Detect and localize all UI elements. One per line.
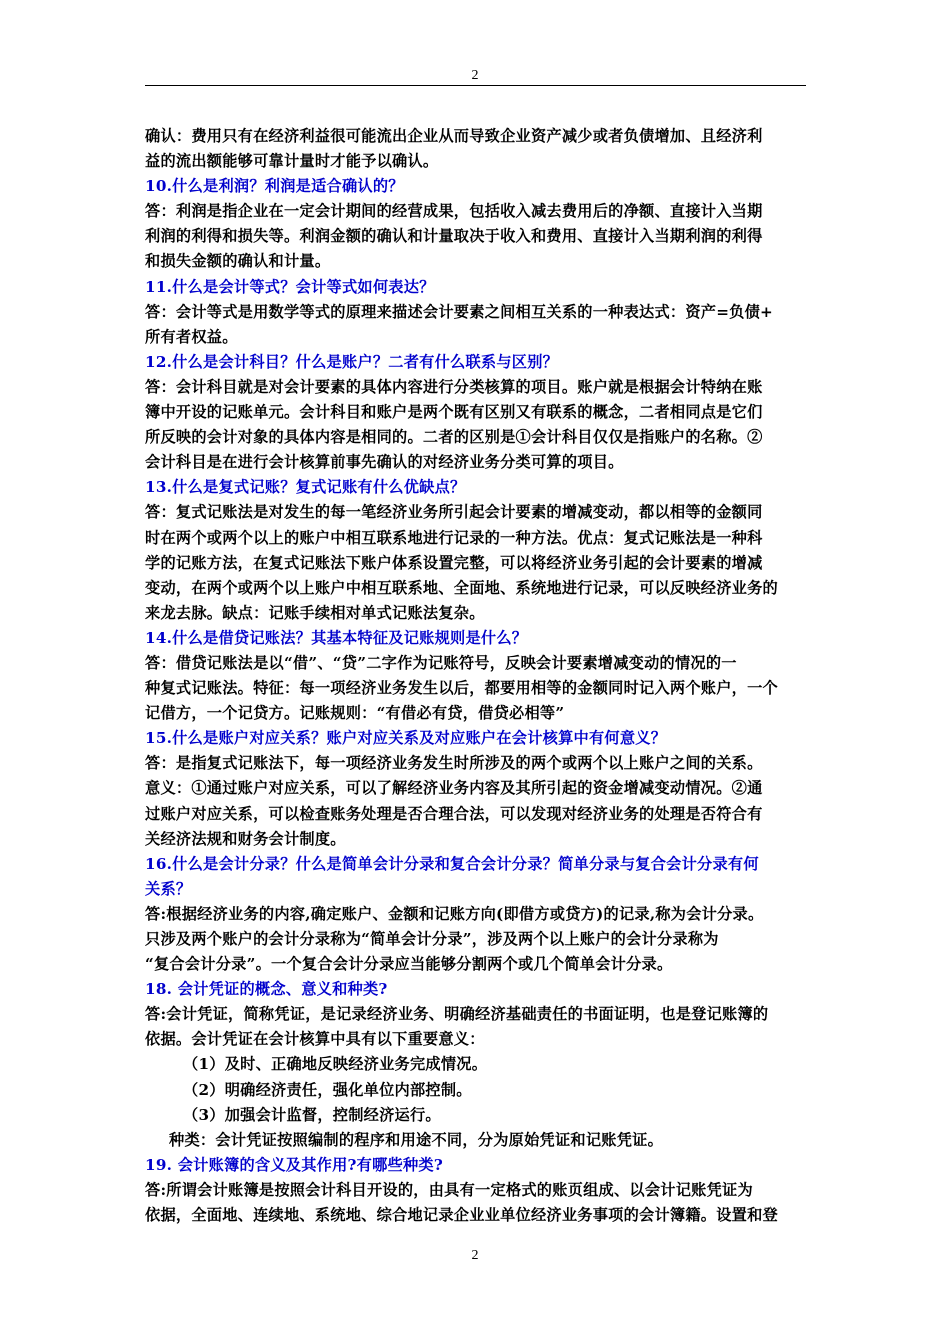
answer-line: 会计科目是在进行会计核算前事先确认的对经济业务分类可算的项目。 — [145, 453, 624, 472]
question-line: 11.什么是会计等式？会计等式如何表达？ — [145, 277, 435, 296]
answer-line: 所反映的会计对象的具体内容是相同的。二者的区别是①会计科目仅仅是指账户的名称。② — [145, 428, 763, 447]
answer-line: （2）明确经济责任，强化单位内部控制。 — [183, 1080, 472, 1099]
answer-line: 益的流出额能够可靠计量时才能予以确认。 — [145, 152, 439, 171]
answer-line: 和损失金额的确认和计量。 — [145, 252, 331, 271]
answer-line: （3）加强会计监督，控制经济运行。 — [183, 1105, 441, 1124]
answer-line: 来龙去脉。缺点：记账手续相对单式记账法复杂。 — [145, 603, 485, 622]
question-line: 16.什么是会计分录？什么是简单会计分录和复合会计分录？简单分录与复合会计分录有何 — [145, 854, 759, 873]
question-line: 19. 会计账簿的含义及其作用?有哪些种类? — [145, 1155, 444, 1174]
answer-line: “复合会计分录”。一个复合会计分录应当能够分割两个或几个简单会计分录。 — [145, 955, 673, 974]
answer-line: 过账户对应关系，可以检查账务处理是否合理合法，可以发现对经济业务的处理是否符合有 — [145, 804, 763, 823]
page-number-bottom: 2 — [471, 1248, 479, 1263]
answer-line: 答：利润是指企业在一定会计期间的经营成果，包括收入减去费用后的净额、直接计入当期 — [145, 202, 763, 221]
answer-line: 时在两个或两个以上的账户中相互联系地进行记录的一种方法。优点：复式记账法是一种科 — [145, 528, 763, 547]
answer-line: 答：会计等式是用数学等式的原理来描述会计要素之间相互关系的一种表达式：资产=负债+ — [145, 302, 774, 321]
question-line: 13.什么是复式记账？复式记账有什么优缺点？ — [145, 478, 466, 497]
question-line: 12.什么是会计科目？什么是账户？二者有什么联系与区别？ — [145, 352, 559, 371]
answer-line: 依据，全面地、连续地、系统地、综合地记录企业业单位经济业务事项的会计簿籍。设置和登 — [145, 1206, 778, 1225]
answer-line: 答:根据经济业务的内容,确定账户、金额和记账方向(即借方或贷方)的记录,称为会计分录。 — [145, 904, 764, 923]
answer-line: 利润的利得和损失等。利润金额的确认和计量取决于收入和费用、直接计入当期利润的利得 — [145, 227, 763, 246]
answer-line: 所有者权益。 — [145, 327, 238, 346]
answer-line: 只涉及两个账户的会计分录称为“简单会计分录”，涉及两个以上账户的会计分录称为 — [145, 930, 719, 948]
answer-line: （1）及时、正确地反映经济业务完成情况。 — [183, 1055, 488, 1074]
answer-line: 依据。会计凭证在会计核算中具有以下重要意义： — [145, 1030, 485, 1049]
answer-line: 变动，在两个或两个以上账户中相互联系地、全面地、系统地进行记录，可以反映经济业务的 — [145, 578, 778, 597]
answer-line: 种复式记账法。特征：每一项经济业务发生以后，都要用相等的金额同时记入两个账户，一个 — [145, 679, 778, 698]
answer-line: 种类：会计凭证按照编制的程序和用途不同，分为原始凭证和记账凭证。 — [169, 1130, 663, 1149]
answer-line: 意义：①通过账户对应关系，可以了解经济业务内容及其所引起的资金增减变动情况。②通 — [145, 779, 763, 798]
answer-line: 记借方，一个记贷方。记账规则：“有借必有贷，借贷必相等” — [145, 704, 565, 723]
question-line: 18. 会计凭证的概念、意义和种类? — [145, 980, 388, 999]
question-line: 14.什么是借贷记账法？其基本特征及记账规则是什么？ — [145, 628, 528, 647]
answer-line: 关经济法规和财务会计制度。 — [145, 829, 346, 848]
answer-line: 答：是指复式记账法下，每一项经济业务发生时所涉及的两个或两个以上账户之间的关系。 — [145, 754, 763, 773]
page-number-top: 2 — [471, 68, 479, 83]
answer-line: 答：借贷记账法是以“借”、“贷”二字作为记账符号，反映会计要素增减变动的情况的一 — [145, 653, 737, 672]
answer-line: 簿中开设的记账单元。会计科目和账户是两个既有区别又有联系的概念，二者相同点是它们 — [145, 403, 763, 422]
answer-line: 答：复式记账法是对发生的每一笔经济业务所引起会计要素的增减变动，都以相等的金额同 — [145, 503, 763, 522]
header-rule — [145, 85, 806, 86]
answer-line: 答:会计凭证，简称凭证，是记录经济业务、明确经济基础责任的书面证明，也是登记账簿的 — [145, 1005, 769, 1024]
question-line: 10.什么是利润？利润是适合确认的？ — [145, 177, 404, 196]
answer-line: 答:所谓会计账簿是按照会计科目开设的，由具有一定格式的账页组成、以会计记账凭证为 — [145, 1180, 753, 1199]
answer-line: 学的记账方法，在复式记账法下账户体系设置完整，可以将经济业务引起的会计要素的增减 — [145, 553, 763, 572]
answer-line: 确认：费用只有在经济利益很可能流出企业从而导致企业资产减少或者负债增加、且经济利 — [145, 127, 763, 145]
answer-line: 答：会计科目就是对会计要素的具体内容进行分类核算的项目。账户就是根据会计特纳在账 — [145, 377, 763, 396]
document-body — [145, 124, 815, 1228]
question-line: 关系？ — [145, 879, 192, 898]
question-line: 15.什么是账户对应关系？账户对应关系及对应账户在会计核算中有何意义？ — [145, 729, 667, 748]
